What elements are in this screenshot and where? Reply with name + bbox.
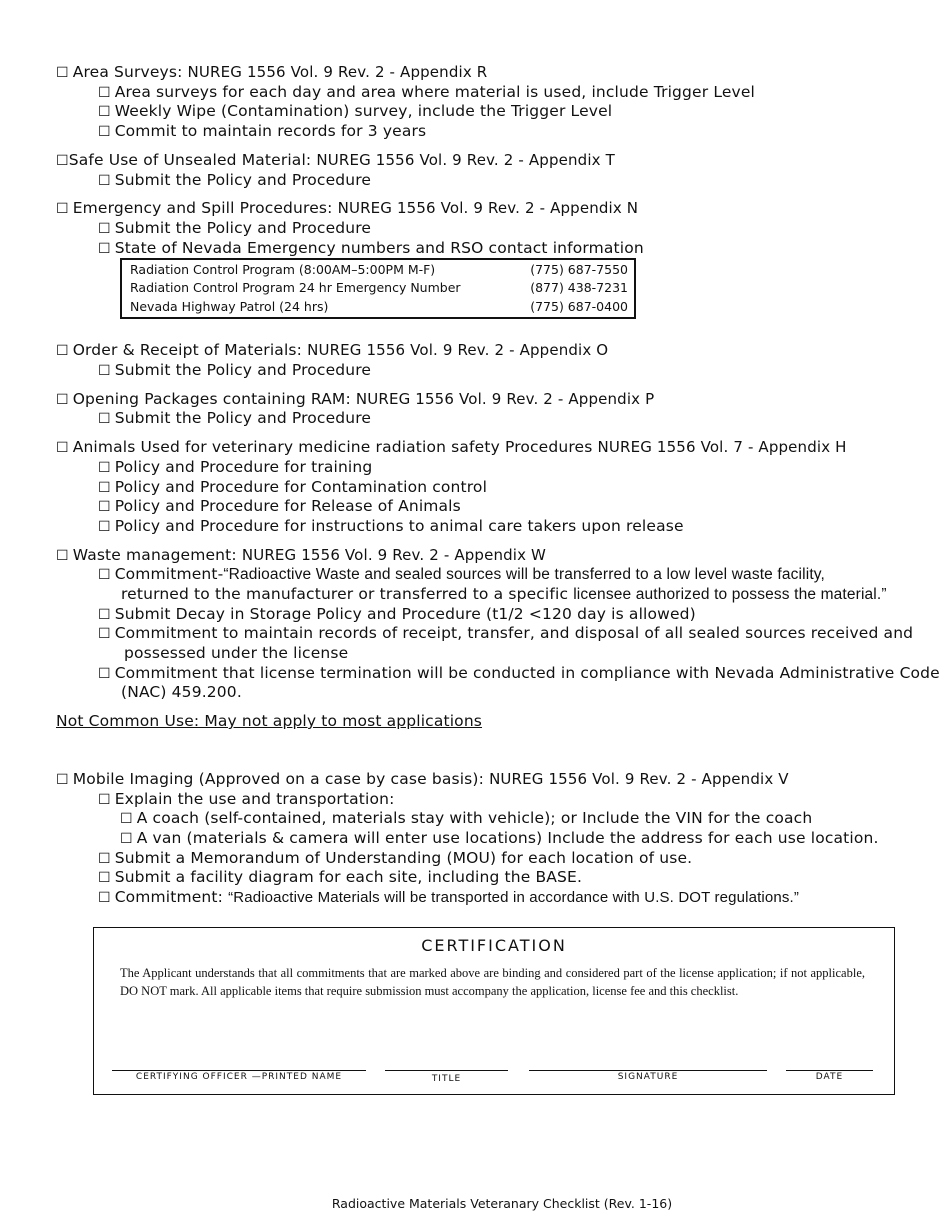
contact-phone: (775) 687-7550	[530, 262, 628, 277]
checkbox-icon[interactable]: ☐	[98, 499, 111, 515]
checkbox-icon[interactable]: ☐	[56, 153, 69, 169]
checkbox-icon[interactable]: ☐	[98, 666, 111, 682]
section-title: Opening Packages containing RAM:	[72, 390, 351, 408]
contact-row	[130, 280, 628, 296]
checklist-item[interactable]	[98, 409, 371, 429]
checklist-item[interactable]	[98, 849, 692, 869]
checklist-subitem[interactable]	[120, 809, 812, 829]
checklist-item[interactable]	[98, 102, 612, 122]
checkbox-icon[interactable]: ☐	[98, 890, 111, 906]
unsealed-material-heading[interactable]	[56, 151, 615, 171]
emergency-procedures-heading[interactable]	[56, 199, 638, 219]
item-text: Submit a Memorandum of Understanding (MOU) for each location of use.	[114, 849, 693, 867]
checkbox-icon[interactable]: ☐	[98, 851, 111, 867]
item-continuation	[121, 683, 242, 702]
contact-row	[130, 262, 628, 278]
certification-title: CERTIFICATION	[421, 936, 567, 955]
checkbox-icon[interactable]: ☐	[98, 241, 111, 257]
item-text: State of Nevada Emergency numbers and RSO contact information	[114, 239, 644, 257]
item-text: Area surveys for each day and area where material is used, include Trigger Level	[114, 83, 755, 101]
section-title: Safe Use of Unsealed Material:	[68, 151, 312, 169]
contact-row	[130, 299, 628, 315]
checklist-item[interactable]	[98, 458, 372, 478]
nureg-reference: NUREG 1556 Vol. 9 Rev. 2 - Appendix N	[337, 199, 639, 217]
page-footer: Radioactive Materials Veteranary Checklist (Rev. 1-16)	[331, 1196, 673, 1211]
item-text: returned to the manufacturer or transferred to a specific	[121, 585, 569, 603]
item-text: Submit the Policy and Procedure	[114, 361, 372, 379]
contact-phone: (877) 438-7231	[530, 280, 628, 295]
checkbox-icon[interactable]: ☐	[98, 519, 111, 535]
checklist-item[interactable]	[98, 219, 371, 239]
checkbox-icon[interactable]: ☐	[56, 65, 69, 81]
officer-name-label: CERTIFYING OFFICER —PRINTED NAME	[135, 1072, 343, 1082]
checklist-item[interactable]	[98, 497, 461, 517]
item-text: Policy and Procedure for instructions to animal care takers upon release	[114, 517, 684, 535]
nureg-reference: NUREG 1556 Vol. 9 Rev. 2 - Appendix R	[187, 63, 488, 81]
nureg-reference: NUREG 1556 Vol. 7 - Appendix H	[597, 438, 847, 456]
checklist-item[interactable]	[98, 888, 799, 908]
section-title: Waste management:	[72, 546, 237, 564]
area-surveys-heading[interactable]	[56, 63, 487, 83]
nureg-reference: NUREG 1556 Vol. 9 Rev. 2 - Appendix O	[307, 341, 609, 359]
emergency-contacts-table	[120, 258, 636, 319]
date-label: DATE	[815, 1072, 844, 1082]
checkbox-icon[interactable]: ☐	[98, 221, 111, 237]
checkbox-icon[interactable]: ☐	[56, 343, 69, 359]
not-common-use-heading: Not Common Use: May not apply to most applications	[56, 712, 483, 730]
order-receipt-heading[interactable]	[56, 341, 608, 361]
contact-name: Radiation Control Program 24 hr Emergency Number	[130, 280, 461, 295]
checkbox-icon[interactable]: ☐	[98, 460, 111, 476]
checklist-item[interactable]	[98, 790, 394, 810]
item-text: Commitment-	[114, 565, 224, 583]
item-quote: “Radioactive Materials will be transported in accordance with U.S. DOT regulations.”	[228, 889, 799, 906]
item-text: Submit Decay in Storage Policy and Procedure (t1/2 <120 day is allowed)	[114, 605, 696, 623]
checklist-item[interactable]	[98, 517, 684, 537]
nureg-reference: NUREG 1556 Vol. 9 Rev. 2 - Appendix P	[355, 390, 655, 408]
nureg-reference: NUREG 1556 Vol. 9 Rev. 2 - Appendix W	[241, 546, 547, 564]
section-title: Area Surveys:	[72, 63, 183, 81]
section-title: Emergency and Spill Procedures:	[72, 199, 333, 217]
item-continuation	[124, 644, 348, 663]
item-text: Submit the Policy and Procedure	[114, 171, 372, 189]
contact-name: Nevada Highway Patrol (24 hrs)	[130, 299, 329, 314]
checklist-item[interactable]	[98, 605, 696, 625]
checklist-item[interactable]	[98, 565, 825, 585]
nureg-reference: NUREG 1556 Vol. 9 Rev. 2 - Appendix V	[489, 770, 789, 788]
item-text: possessed under the license	[124, 644, 349, 662]
checkbox-icon[interactable]: ☐	[120, 831, 133, 847]
checkbox-icon[interactable]: ☐	[98, 363, 111, 379]
certification-box	[93, 927, 895, 1095]
item-text: Commitment that license termination will be conducted in compliance with Nevada Administrative Code	[114, 664, 940, 682]
checkbox-icon[interactable]: ☐	[56, 201, 69, 217]
checkbox-icon[interactable]: ☐	[120, 811, 133, 827]
checkbox-icon[interactable]: ☐	[98, 480, 111, 496]
checkbox-icon[interactable]: ☐	[98, 124, 111, 140]
section-title: Animals Used for veterinary medicine radiation safety Procedures	[72, 438, 593, 456]
checklist-item[interactable]	[98, 122, 426, 142]
checklist-subitem[interactable]	[120, 829, 879, 849]
date-line[interactable]	[786, 1070, 873, 1071]
item-text: (NAC) 459.200.	[121, 683, 242, 701]
checkbox-icon[interactable]: ☐	[56, 440, 69, 456]
item-text: Commit to maintain records for 3 years	[114, 122, 427, 140]
checkbox-icon[interactable]: ☐	[56, 548, 69, 564]
checklist-item[interactable]	[98, 478, 487, 498]
certification-text: The Applicant understands that all commitments that are marked above are binding and considered part of the license application; if not applicable, DO NOT mark. All applicable items that require submission must accompany the application, license fee and this checklist.	[120, 966, 865, 998]
checkbox-icon[interactable]: ☐	[56, 772, 69, 788]
opening-packages-heading[interactable]	[56, 390, 654, 410]
item-text: Commitment:	[114, 888, 223, 906]
checkbox-icon[interactable]: ☐	[98, 870, 111, 886]
title-line[interactable]	[385, 1070, 508, 1071]
checklist-item[interactable]	[98, 83, 755, 103]
checklist-item[interactable]	[98, 624, 913, 644]
item-text: Submit the Policy and Procedure	[114, 409, 372, 427]
item-continuation	[121, 585, 887, 604]
item-text: Commitment to maintain records of receipt, transfer, and disposal of all sealed sources received and	[114, 624, 914, 642]
checklist-item[interactable]	[98, 361, 371, 381]
checkbox-icon[interactable]: ☐	[98, 792, 111, 808]
item-text: Submit the Policy and Procedure	[114, 219, 372, 237]
item-text: Explain the use and transportation:	[114, 790, 395, 808]
checkbox-icon[interactable]: ☐	[98, 173, 111, 189]
checkbox-icon[interactable]: ☐	[98, 626, 111, 642]
officer-name-line[interactable]	[112, 1070, 366, 1071]
item-text: A van (materials & camera will enter use locations) Include the address for each use location.	[136, 829, 879, 847]
checklist-item[interactable]	[98, 664, 940, 684]
item-quote: licensee authorized to possess the material.”	[573, 586, 887, 603]
checkbox-icon[interactable]: ☐	[98, 567, 111, 583]
signature-label: SIGNATURE	[617, 1072, 679, 1082]
item-text: Weekly Wipe (Contamination) survey, include the Trigger Level	[114, 102, 613, 120]
title-label: TITLE	[431, 1074, 462, 1084]
item-text: Policy and Procedure for training	[114, 458, 373, 476]
checklist-item[interactable]	[98, 239, 644, 259]
checklist-item[interactable]	[98, 868, 582, 888]
waste-management-heading[interactable]	[56, 546, 546, 566]
contact-name: Radiation Control Program (8:00AM–5:00PM M-F)	[130, 262, 436, 277]
item-text: Submit a facility diagram for each site, including the BASE.	[114, 868, 583, 886]
section-title: Mobile Imaging (Approved on a case by case basis):	[72, 770, 484, 788]
item-text: Policy and Procedure for Release of Animals	[114, 497, 461, 515]
animals-procedures-heading[interactable]	[56, 438, 847, 458]
nureg-reference: NUREG 1556 Vol. 9 Rev. 2 - Appendix T	[316, 151, 615, 169]
item-text: Policy and Procedure for Contamination control	[114, 478, 488, 496]
signature-line[interactable]	[529, 1070, 767, 1071]
checkbox-icon[interactable]: ☐	[98, 607, 111, 623]
checkbox-icon[interactable]: ☐	[98, 85, 111, 101]
item-quote: “Radioactive Waste and sealed sources will be transferred to a low level waste facility,	[223, 566, 825, 583]
mobile-imaging-heading[interactable]	[56, 770, 789, 790]
checklist-item[interactable]	[98, 171, 371, 191]
checkbox-icon[interactable]: ☐	[98, 411, 111, 427]
contact-phone: (775) 687-0400	[530, 299, 628, 314]
section-title: Order & Receipt of Materials:	[72, 341, 302, 359]
checkbox-icon[interactable]: ☐	[98, 104, 111, 120]
item-text: A coach (self-contained, materials stay with vehicle); or Include the VIN for the coach	[136, 809, 813, 827]
checkbox-icon[interactable]: ☐	[56, 392, 69, 408]
